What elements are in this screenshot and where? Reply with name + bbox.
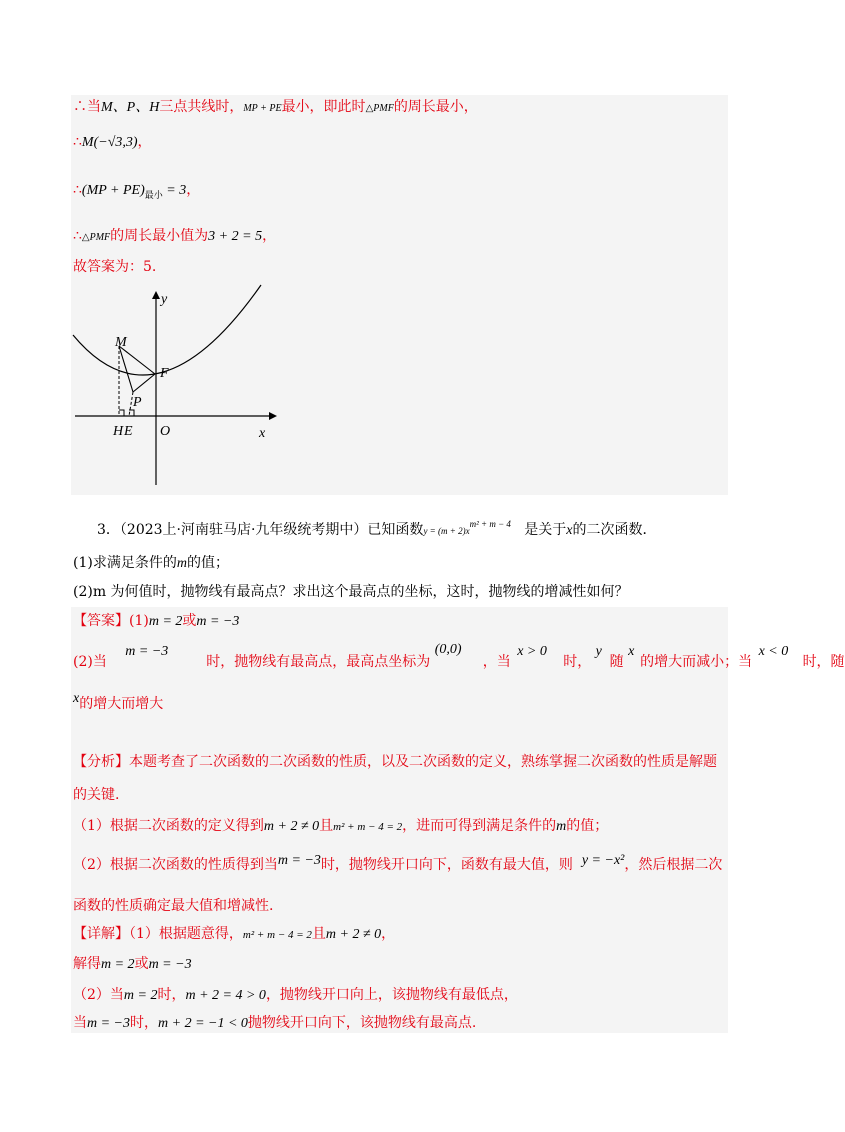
text: 的增大而减小；当 xyxy=(640,654,753,670)
text: ， xyxy=(186,182,201,198)
text: 最小，即此时 xyxy=(281,99,366,115)
text: ∴ xyxy=(73,134,82,150)
label-f: F xyxy=(160,366,169,381)
math: △PMF xyxy=(81,232,111,243)
math: △PMF xyxy=(365,103,394,114)
text: 3．（2023上·河南驻马店·九年级统考期中）已知函数 xyxy=(97,522,424,538)
detail-line-2 xyxy=(73,954,192,975)
answer-line-3 xyxy=(73,691,164,715)
math: x xyxy=(628,644,635,659)
label-x: x xyxy=(259,426,266,441)
math: m² + m − 4 = 2 xyxy=(333,821,403,833)
yvar xyxy=(595,644,610,672)
text: 的周长最小值为 xyxy=(110,228,209,244)
parabola-figure xyxy=(71,285,281,490)
text: 当 xyxy=(73,1015,87,1031)
math: m + 2 ≠ 0 xyxy=(263,819,320,834)
cond xyxy=(515,644,563,672)
text: ， xyxy=(137,134,152,150)
math: y = −x² xyxy=(581,853,625,868)
m-cond xyxy=(111,644,206,672)
sol-line-5: 故答案为：5. xyxy=(73,259,157,275)
math: M(−√3,3) xyxy=(81,135,138,150)
text: 的二次函数． xyxy=(572,522,657,538)
math: m + 2 ≠ 0 xyxy=(325,927,382,942)
text: 的值； xyxy=(186,555,229,571)
math: m² + m − 4 = 2 xyxy=(242,929,312,941)
cond2 xyxy=(757,644,803,672)
subscript: 最小 xyxy=(144,191,163,201)
sol-line-1 xyxy=(73,97,478,119)
math: x xyxy=(73,691,80,706)
math: m = 2 xyxy=(101,957,135,972)
analysis-line-1: 【分析】本题考查了二次函数的二次函数的性质，以及二次函数的定义，熟练掌握二次函数的性质是解题 xyxy=(73,754,717,770)
label-e: E xyxy=(124,424,133,439)
math: x < 0 xyxy=(758,644,789,659)
text: （2）根据二次函数的性质得到当 xyxy=(73,857,278,873)
text: 时，抛物线有最高点，最高点坐标为 xyxy=(206,654,431,670)
text: ∴当 xyxy=(73,99,101,115)
math: m = 2 xyxy=(148,614,183,629)
math: m = −3 xyxy=(125,644,169,659)
question-2: (2)m 为何值时，抛物线有最高点？求出这个最高点的坐标，这时，抛物线的增减性如何？ xyxy=(73,584,629,600)
text: 的增大而增大 xyxy=(79,696,164,712)
analysis-line-5: 函数的性质确定最大值和增减性. xyxy=(73,898,274,914)
label-y: y xyxy=(161,292,168,307)
text: 且 xyxy=(311,926,326,942)
question-1 xyxy=(73,553,229,574)
math: y = (m + 2)x xyxy=(423,526,470,536)
text: ∴ xyxy=(73,182,82,198)
math: 3 + 2 = 5 xyxy=(208,229,263,244)
math: MP + PE xyxy=(243,103,282,114)
math: m + 2 = −1 < 0 xyxy=(158,1016,248,1031)
text: （1）根据二次函数的定义得到 xyxy=(73,818,264,834)
detail-line-3 xyxy=(73,985,518,1006)
label-m: M xyxy=(115,335,127,350)
math: M、P、H xyxy=(101,100,160,115)
text: 解得 xyxy=(73,956,101,972)
sol-line-2 xyxy=(73,132,152,153)
text: 时，抛物线开口向下，函数有最大值，则 xyxy=(320,857,573,873)
math: m xyxy=(176,556,187,571)
exponent: m² + m − 4 xyxy=(469,519,511,529)
y-axis-arrow xyxy=(152,291,160,299)
text: (1)求满足条件的 xyxy=(73,555,177,571)
text: 或 xyxy=(134,956,149,972)
segment-mp xyxy=(119,346,133,392)
text: 且 xyxy=(319,818,334,834)
math: x xyxy=(566,523,573,538)
math: = 3 xyxy=(162,183,187,198)
analysis-line-3 xyxy=(73,816,608,837)
text: ，当 xyxy=(482,654,511,670)
math: m = 2 xyxy=(123,988,158,1003)
x-axis-arrow xyxy=(269,412,277,420)
text: 是关于 xyxy=(524,522,567,538)
text: ， xyxy=(381,926,396,942)
math: m xyxy=(556,819,567,834)
label-p: P xyxy=(133,395,142,410)
text: 【答案】(1) xyxy=(73,613,149,629)
sol-line-3 xyxy=(73,180,200,206)
text: ，然后根据二次 xyxy=(624,857,723,873)
text: 抛物线开口向下，该抛物线有最高点. xyxy=(247,1015,477,1031)
math: (MP + PE) xyxy=(81,183,145,198)
text: 时，随 xyxy=(802,654,845,670)
text: （2）当 xyxy=(73,987,124,1003)
text: 时， xyxy=(563,654,592,670)
math: m = −3 xyxy=(277,853,321,868)
math: y xyxy=(595,644,602,659)
text: ，进而可得到满足条件的 xyxy=(402,818,557,834)
math: x > 0 xyxy=(517,644,547,659)
text: ∴ xyxy=(73,228,82,244)
segment-mf xyxy=(119,346,155,374)
answer-line-1 xyxy=(73,611,239,632)
math: m = −3 xyxy=(196,614,240,629)
text: 时， xyxy=(130,1015,159,1031)
detail-line-4 xyxy=(73,1013,476,1034)
label-h: H xyxy=(113,424,124,439)
text: 的值； xyxy=(566,818,609,834)
text: 时， xyxy=(157,987,186,1003)
text: (2)当 xyxy=(73,654,107,670)
math: (0,0) xyxy=(434,642,462,657)
math: m = −3 xyxy=(87,1016,131,1031)
text: 或 xyxy=(182,613,197,629)
text: ， xyxy=(262,228,277,244)
xvar xyxy=(628,644,640,672)
math: m = −3 xyxy=(148,957,192,972)
sol-line-4 xyxy=(73,226,276,248)
math: m + 2 = 4 > 0 xyxy=(185,988,266,1003)
answer-line-2 xyxy=(73,642,845,672)
segment-pf xyxy=(133,374,155,392)
text: 随 xyxy=(609,654,624,670)
label-o: O xyxy=(160,424,171,439)
text: 三点共线时， xyxy=(159,99,244,115)
analysis-line-2: 的关键. xyxy=(73,787,120,803)
text: ，抛物线开口向上，该抛物线有最低点， xyxy=(265,987,518,1003)
detail-line-1 xyxy=(73,924,395,945)
right-angle-h xyxy=(119,410,124,416)
analysis-line-4 xyxy=(73,855,722,876)
text: 的周长最小， xyxy=(393,99,478,115)
text: 【详解】（1）根据题意得， xyxy=(73,926,243,942)
problem-line xyxy=(97,514,657,541)
coord xyxy=(434,642,483,672)
